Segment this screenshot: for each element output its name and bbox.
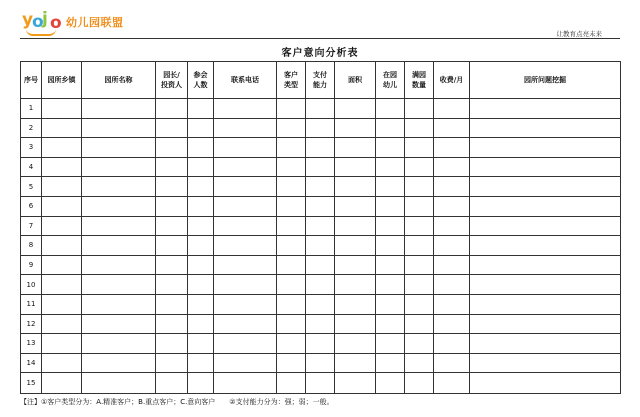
cell-attendees[interactable] [188,353,214,373]
cell-town[interactable] [42,216,82,236]
cell-capacity[interactable] [405,118,434,138]
cell-issues[interactable] [470,99,621,119]
cell-attendees[interactable] [188,275,214,295]
cell-payment_ability[interactable] [306,334,335,354]
cell-enrolled[interactable] [376,177,405,197]
cell-payment_ability[interactable] [306,177,335,197]
row-number: 6 [21,196,42,216]
table-row [21,373,621,394]
logo-letter: j [42,9,48,29]
cell-fee[interactable] [434,118,470,138]
cell-name[interactable] [82,196,156,216]
cell-name[interactable] [82,138,156,158]
cell-investor[interactable] [156,255,188,275]
cell-fee[interactable] [434,138,470,158]
cell-enrolled[interactable] [376,99,405,119]
cell-name[interactable] [82,255,156,275]
cell-investor[interactable] [156,314,188,334]
cell-phone[interactable] [214,294,277,314]
cell-town[interactable] [42,334,82,354]
column-header-capacity: 满园 数量 [405,62,434,99]
cell-attendees[interactable] [188,118,214,138]
cell-customer_type[interactable] [277,99,306,119]
cell-fee[interactable] [434,314,470,334]
cell-payment_ability[interactable] [306,157,335,177]
cell-attendees[interactable] [188,294,214,314]
cell-investor[interactable] [156,196,188,216]
cell-fee[interactable] [434,255,470,275]
cell-fee[interactable] [434,334,470,354]
cell-customer_type[interactable] [277,255,306,275]
table-row [21,177,621,197]
cell-investor[interactable] [156,373,188,394]
cell-enrolled[interactable] [376,314,405,334]
cell-payment_ability[interactable] [306,99,335,119]
cell-payment_ability[interactable] [306,236,335,256]
cell-investor[interactable] [156,236,188,256]
cell-fee[interactable] [434,373,470,394]
cell-payment_ability[interactable] [306,353,335,373]
column-header-name: 园所名称 [82,62,156,99]
cell-area[interactable] [335,314,376,334]
cell-investor[interactable] [156,216,188,236]
cell-attendees[interactable] [188,255,214,275]
cell-name[interactable] [82,99,156,119]
row-number: 3 [21,138,42,158]
cell-issues[interactable] [470,236,621,256]
cell-town[interactable] [42,157,82,177]
cell-issues[interactable] [470,118,621,138]
cell-payment_ability[interactable] [306,138,335,158]
cell-investor[interactable] [156,177,188,197]
cell-capacity[interactable] [405,334,434,354]
cell-phone[interactable] [214,236,277,256]
footnote: 【注】①客户类型分为：A.精准客户；B.重点客户；C.意向客户 ②支付能力分为：强；弱；一般。 [20,398,334,406]
cell-attendees[interactable] [188,216,214,236]
cell-enrolled[interactable] [376,216,405,236]
cell-phone[interactable] [214,177,277,197]
cell-payment_ability[interactable] [306,275,335,295]
cell-name[interactable] [82,236,156,256]
cell-attendees[interactable] [188,138,214,158]
cell-issues[interactable] [470,138,621,158]
cell-customer_type[interactable] [277,334,306,354]
cell-payment_ability[interactable] [306,373,335,394]
table-row [21,353,621,373]
table-row [21,314,621,334]
cell-town[interactable] [42,236,82,256]
brand-logo [22,10,124,34]
cell-area[interactable] [335,157,376,177]
cell-customer_type[interactable] [277,118,306,138]
logo-letter: o [50,13,62,33]
cell-phone[interactable] [214,99,277,119]
cell-attendees[interactable] [188,99,214,119]
cell-name[interactable] [82,353,156,373]
row-number: 13 [21,334,42,354]
cell-name[interactable] [82,334,156,354]
logo-letter: o [32,12,44,32]
cell-area[interactable] [335,255,376,275]
cell-capacity[interactable] [405,99,434,119]
row-number: 5 [21,177,42,197]
cell-town[interactable] [42,196,82,216]
column-header-enrolled: 在园 幼儿 [376,62,405,99]
cell-fee[interactable] [434,196,470,216]
table-header-row [21,62,621,99]
row-number: 9 [21,255,42,275]
cell-area[interactable] [335,294,376,314]
cell-issues[interactable] [470,314,621,334]
cell-capacity[interactable] [405,196,434,216]
cell-town[interactable] [42,314,82,334]
cell-fee[interactable] [434,99,470,119]
cell-fee[interactable] [434,294,470,314]
cell-enrolled[interactable] [376,255,405,275]
column-header-investor: 园长/ 投资人 [156,62,188,99]
cell-issues[interactable] [470,157,621,177]
cell-town[interactable] [42,275,82,295]
cell-payment_ability[interactable] [306,314,335,334]
cell-name[interactable] [82,373,156,394]
column-header-attendees: 参会 人数 [188,62,214,99]
cell-area[interactable] [335,334,376,354]
cell-area[interactable] [335,99,376,119]
cell-enrolled[interactable] [376,157,405,177]
cell-area[interactable] [335,177,376,197]
table-row [21,138,621,158]
cell-issues[interactable] [470,216,621,236]
cell-town[interactable] [42,118,82,138]
logo-letter: y [22,10,34,30]
cell-issues[interactable] [470,373,621,394]
row-number: 1 [21,99,42,119]
cell-capacity[interactable] [405,177,434,197]
cell-capacity[interactable] [405,216,434,236]
cell-phone[interactable] [214,118,277,138]
cell-issues[interactable] [470,196,621,216]
cell-area[interactable] [335,353,376,373]
cell-fee[interactable] [434,216,470,236]
cell-attendees[interactable] [188,236,214,256]
cell-phone[interactable] [214,138,277,158]
cell-area[interactable] [335,236,376,256]
cell-area[interactable] [335,275,376,295]
cell-capacity[interactable] [405,314,434,334]
cell-customer_type[interactable] [277,275,306,295]
row-number: 12 [21,314,42,334]
cell-customer_type[interactable] [277,294,306,314]
table-row [21,236,621,256]
cell-enrolled[interactable] [376,138,405,158]
cell-enrolled[interactable] [376,353,405,373]
cell-area[interactable] [335,373,376,394]
cell-town[interactable] [42,353,82,373]
cell-enrolled[interactable] [376,118,405,138]
table-row [21,157,621,177]
table-row [21,294,621,314]
cell-investor[interactable] [156,275,188,295]
table-row [21,99,621,119]
cell-investor[interactable] [156,334,188,354]
cell-town[interactable] [42,99,82,119]
cell-fee[interactable] [434,157,470,177]
cell-enrolled[interactable] [376,334,405,354]
cell-phone[interactable] [214,275,277,295]
row-number: 10 [21,275,42,295]
cell-investor[interactable] [156,118,188,138]
customer-intent-table [20,61,621,394]
table-row [21,118,621,138]
column-header-customer_type: 客户 类型 [277,62,306,99]
row-number: 2 [21,118,42,138]
cell-name[interactable] [82,118,156,138]
cell-name[interactable] [82,314,156,334]
cell-payment_ability[interactable] [306,294,335,314]
cell-phone[interactable] [214,373,277,394]
cell-capacity[interactable] [405,275,434,295]
cell-town[interactable] [42,138,82,158]
cell-town[interactable] [42,373,82,394]
cell-customer_type[interactable] [277,353,306,373]
cell-name[interactable] [82,216,156,236]
cell-enrolled[interactable] [376,196,405,216]
cell-name[interactable] [82,157,156,177]
cell-issues[interactable] [470,294,621,314]
cell-capacity[interactable] [405,157,434,177]
cell-fee[interactable] [434,236,470,256]
cell-phone[interactable] [214,196,277,216]
column-header-phone: 联系电话 [214,62,277,99]
cell-name[interactable] [82,294,156,314]
cell-payment_ability[interactable] [306,196,335,216]
cell-enrolled[interactable] [376,294,405,314]
row-number: 7 [21,216,42,236]
cell-attendees[interactable] [188,373,214,394]
cell-capacity[interactable] [405,138,434,158]
cell-customer_type[interactable] [277,216,306,236]
column-header-payment_ability: 支付 能力 [306,62,335,99]
cell-customer_type[interactable] [277,138,306,158]
cell-town[interactable] [42,177,82,197]
cell-town[interactable] [42,294,82,314]
cell-attendees[interactable] [188,314,214,334]
table-row [21,334,621,354]
cell-issues[interactable] [470,255,621,275]
cell-area[interactable] [335,138,376,158]
cell-payment_ability[interactable] [306,216,335,236]
cell-enrolled[interactable] [376,236,405,256]
cell-issues[interactable] [470,275,621,295]
cell-phone[interactable] [214,353,277,373]
cell-payment_ability[interactable] [306,118,335,138]
logo-smile-icon [26,29,56,36]
cell-attendees[interactable] [188,334,214,354]
cell-capacity[interactable] [405,373,434,394]
header-slogan: 让教育点亮未来 [556,30,602,38]
cell-customer_type[interactable] [277,236,306,256]
cell-capacity[interactable] [405,255,434,275]
logo-text: 幼儿园联盟 [66,16,124,29]
cell-name[interactable] [82,177,156,197]
cell-phone[interactable] [214,314,277,334]
cell-phone[interactable] [214,334,277,354]
cell-investor[interactable] [156,138,188,158]
cell-customer_type[interactable] [277,177,306,197]
cell-issues[interactable] [470,334,621,354]
cell-town[interactable] [42,255,82,275]
cell-area[interactable] [335,216,376,236]
column-header-seq: 序号 [21,62,42,99]
cell-customer_type[interactable] [277,157,306,177]
cell-phone[interactable] [214,157,277,177]
yojo-logo-icon [22,10,64,34]
row-number: 11 [21,294,42,314]
cell-capacity[interactable] [405,236,434,256]
row-number: 14 [21,353,42,373]
table-row [21,255,621,275]
row-number: 4 [21,157,42,177]
cell-payment_ability[interactable] [306,255,335,275]
cell-phone[interactable] [214,255,277,275]
cell-name[interactable] [82,275,156,295]
cell-investor[interactable] [156,294,188,314]
cell-fee[interactable] [434,353,470,373]
cell-investor[interactable] [156,353,188,373]
cell-investor[interactable] [156,99,188,119]
column-header-area: 面积 [335,62,376,99]
column-header-fee: 收费/月 [434,62,470,99]
cell-phone[interactable] [214,216,277,236]
cell-capacity[interactable] [405,353,434,373]
cell-area[interactable] [335,196,376,216]
column-header-issues: 园所问题挖掘 [470,62,621,99]
cell-fee[interactable] [434,275,470,295]
table-row [21,196,621,216]
cell-attendees[interactable] [188,157,214,177]
cell-customer_type[interactable] [277,373,306,394]
cell-capacity[interactable] [405,294,434,314]
cell-enrolled[interactable] [376,373,405,394]
page-title: 客户意向分析表 [281,48,359,59]
row-number: 8 [21,236,42,256]
cell-issues[interactable] [470,177,621,197]
cell-attendees[interactable] [188,196,214,216]
cell-enrolled[interactable] [376,275,405,295]
cell-customer_type[interactable] [277,314,306,334]
column-header-town: 园所乡镇 [42,62,82,99]
table-row [21,216,621,236]
cell-issues[interactable] [470,353,621,373]
cell-attendees[interactable] [188,177,214,197]
cell-investor[interactable] [156,157,188,177]
cell-customer_type[interactable] [277,196,306,216]
cell-fee[interactable] [434,177,470,197]
cell-area[interactable] [335,118,376,138]
table-row [21,275,621,295]
header-divider [20,38,620,39]
row-number: 15 [21,373,42,394]
